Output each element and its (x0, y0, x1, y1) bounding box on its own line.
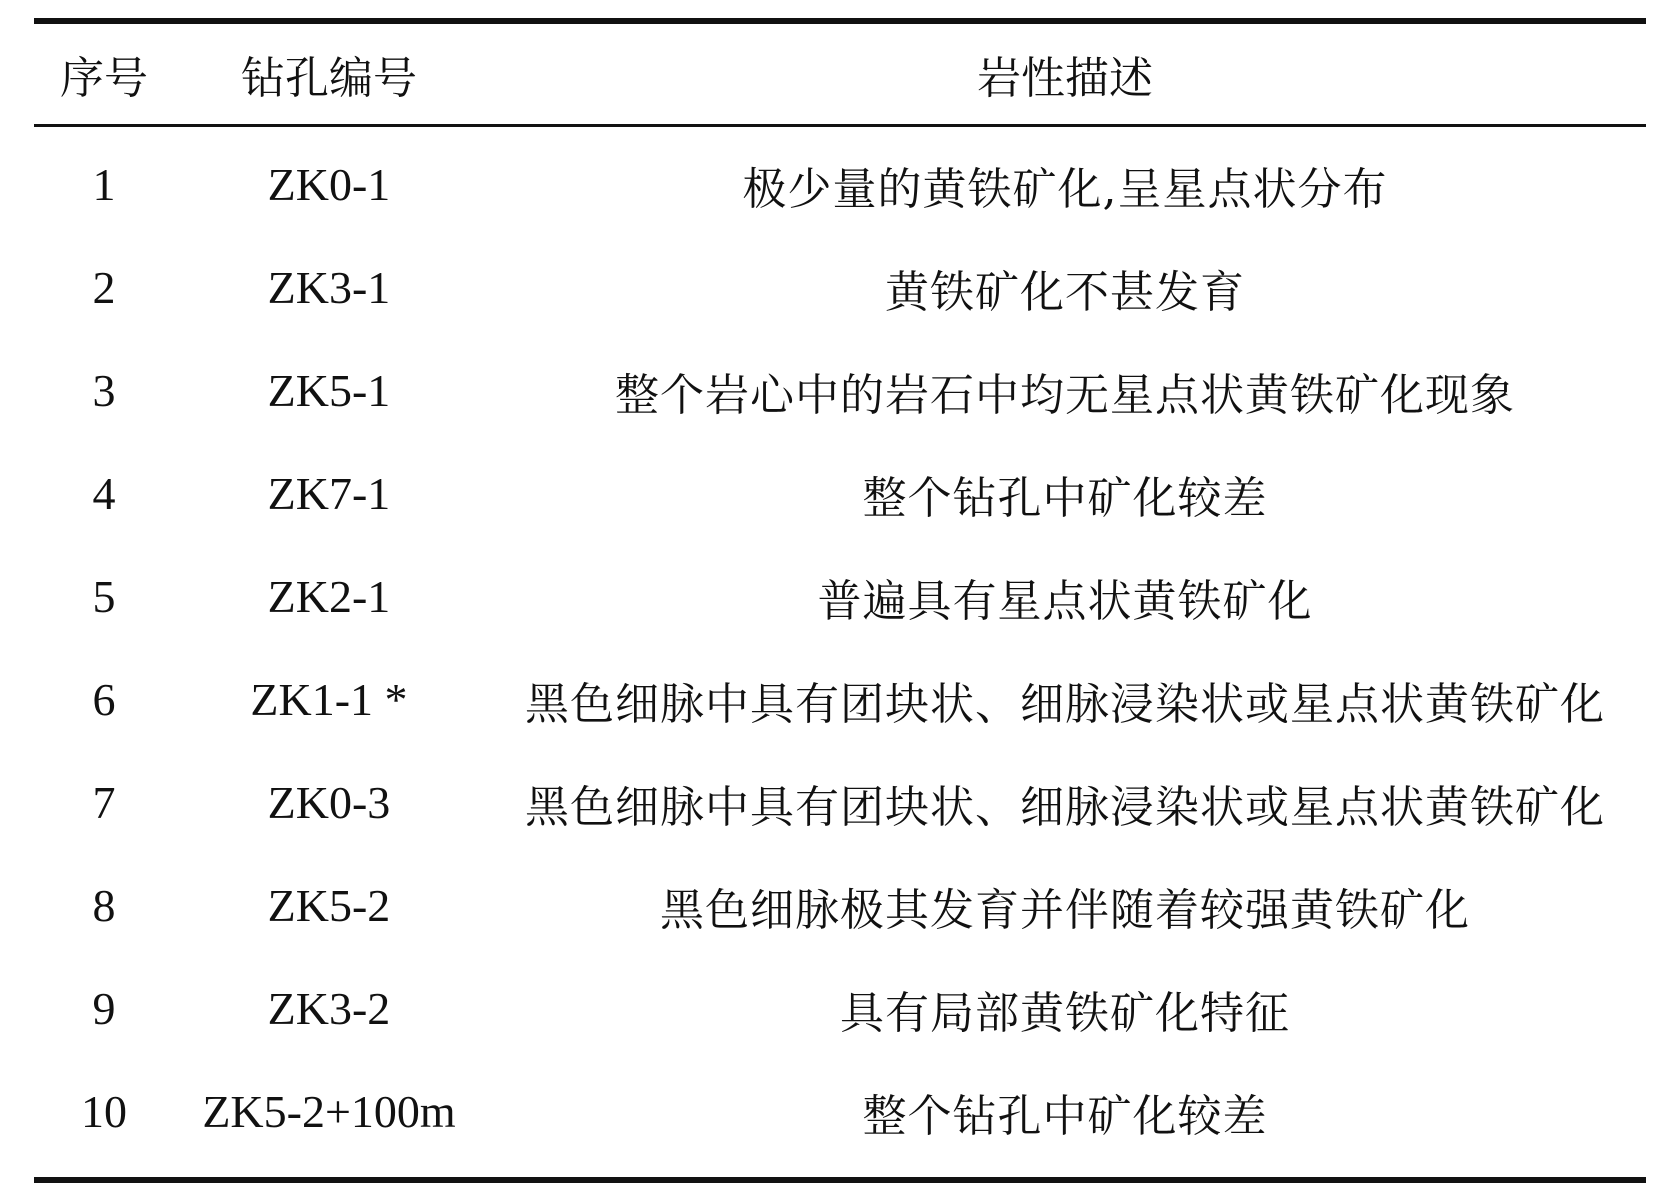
cell-description: 整个钻孔中矿化较差 (862, 1090, 1268, 1142)
table-row (34, 339, 1646, 442)
cell-seq: 3 (92, 365, 116, 416)
table-row (34, 236, 1646, 339)
table-row (34, 957, 1646, 1060)
cell-seq: 6 (92, 674, 116, 725)
cell-description: 黑色细脉中具有团块状、细脉浸染状或星点状黄铁矿化 (525, 781, 1605, 833)
cell-drill-id: ZK5-2+100m (202, 1086, 456, 1137)
cell-description: 极少量的黄铁矿化,呈星点状分布 (742, 163, 1388, 215)
table-row (34, 127, 1646, 236)
cell-seq: 5 (92, 571, 116, 622)
cell-seq: 4 (92, 468, 116, 519)
cell-drill-id: ZK2-1 (267, 571, 391, 622)
table-body (34, 127, 1646, 1163)
cell-description: 黄铁矿化不甚发育 (885, 266, 1245, 318)
cell-description: 整个钻孔中矿化较差 (862, 472, 1268, 524)
cell-seq: 1 (92, 159, 116, 210)
cell-description: 黑色细脉极其发育并伴随着较强黄铁矿化 (660, 884, 1470, 936)
header-seq: 序号 (60, 53, 148, 104)
cell-drill-id: ZK3-1 (267, 262, 391, 313)
table-bottom-rule (34, 1177, 1646, 1183)
cell-description: 整个岩心中的岩石中均无星点状黄铁矿化现象 (615, 369, 1515, 421)
cell-seq: 10 (81, 1086, 127, 1137)
cell-seq: 7 (92, 777, 116, 828)
cell-drill-id: ZK3-2 (267, 983, 391, 1034)
cell-drill-id: ZK0-3 (267, 777, 391, 828)
cell-drill-id: ZK0-1 (267, 159, 391, 210)
table-row (34, 648, 1646, 751)
table-header (34, 24, 1646, 124)
header-row (34, 24, 1646, 124)
header-drill-id: 钻孔编号 (241, 53, 417, 104)
cell-drill-id: ZK7-1 (267, 468, 391, 519)
table-row (34, 545, 1646, 648)
cell-seq: 8 (92, 880, 116, 931)
drill-description-table (34, 18, 1646, 1183)
table-row (34, 854, 1646, 957)
cell-seq: 9 (92, 983, 116, 1034)
table-row (34, 442, 1646, 545)
cell-drill-id: ZK5-2 (267, 880, 391, 931)
table-row (34, 1060, 1646, 1163)
cell-drill-id: ZK1-1 * (250, 674, 408, 725)
header-description: 岩性描述 (977, 53, 1153, 104)
cell-description: 具有局部黄铁矿化特征 (840, 987, 1290, 1039)
cell-drill-id: ZK5-1 (267, 365, 391, 416)
cell-description: 普遍具有星点状黄铁矿化 (817, 575, 1313, 627)
table-row (34, 751, 1646, 854)
cell-description: 黑色细脉中具有团块状、细脉浸染状或星点状黄铁矿化 (525, 678, 1605, 730)
cell-seq: 2 (92, 262, 116, 313)
table (34, 24, 1646, 124)
